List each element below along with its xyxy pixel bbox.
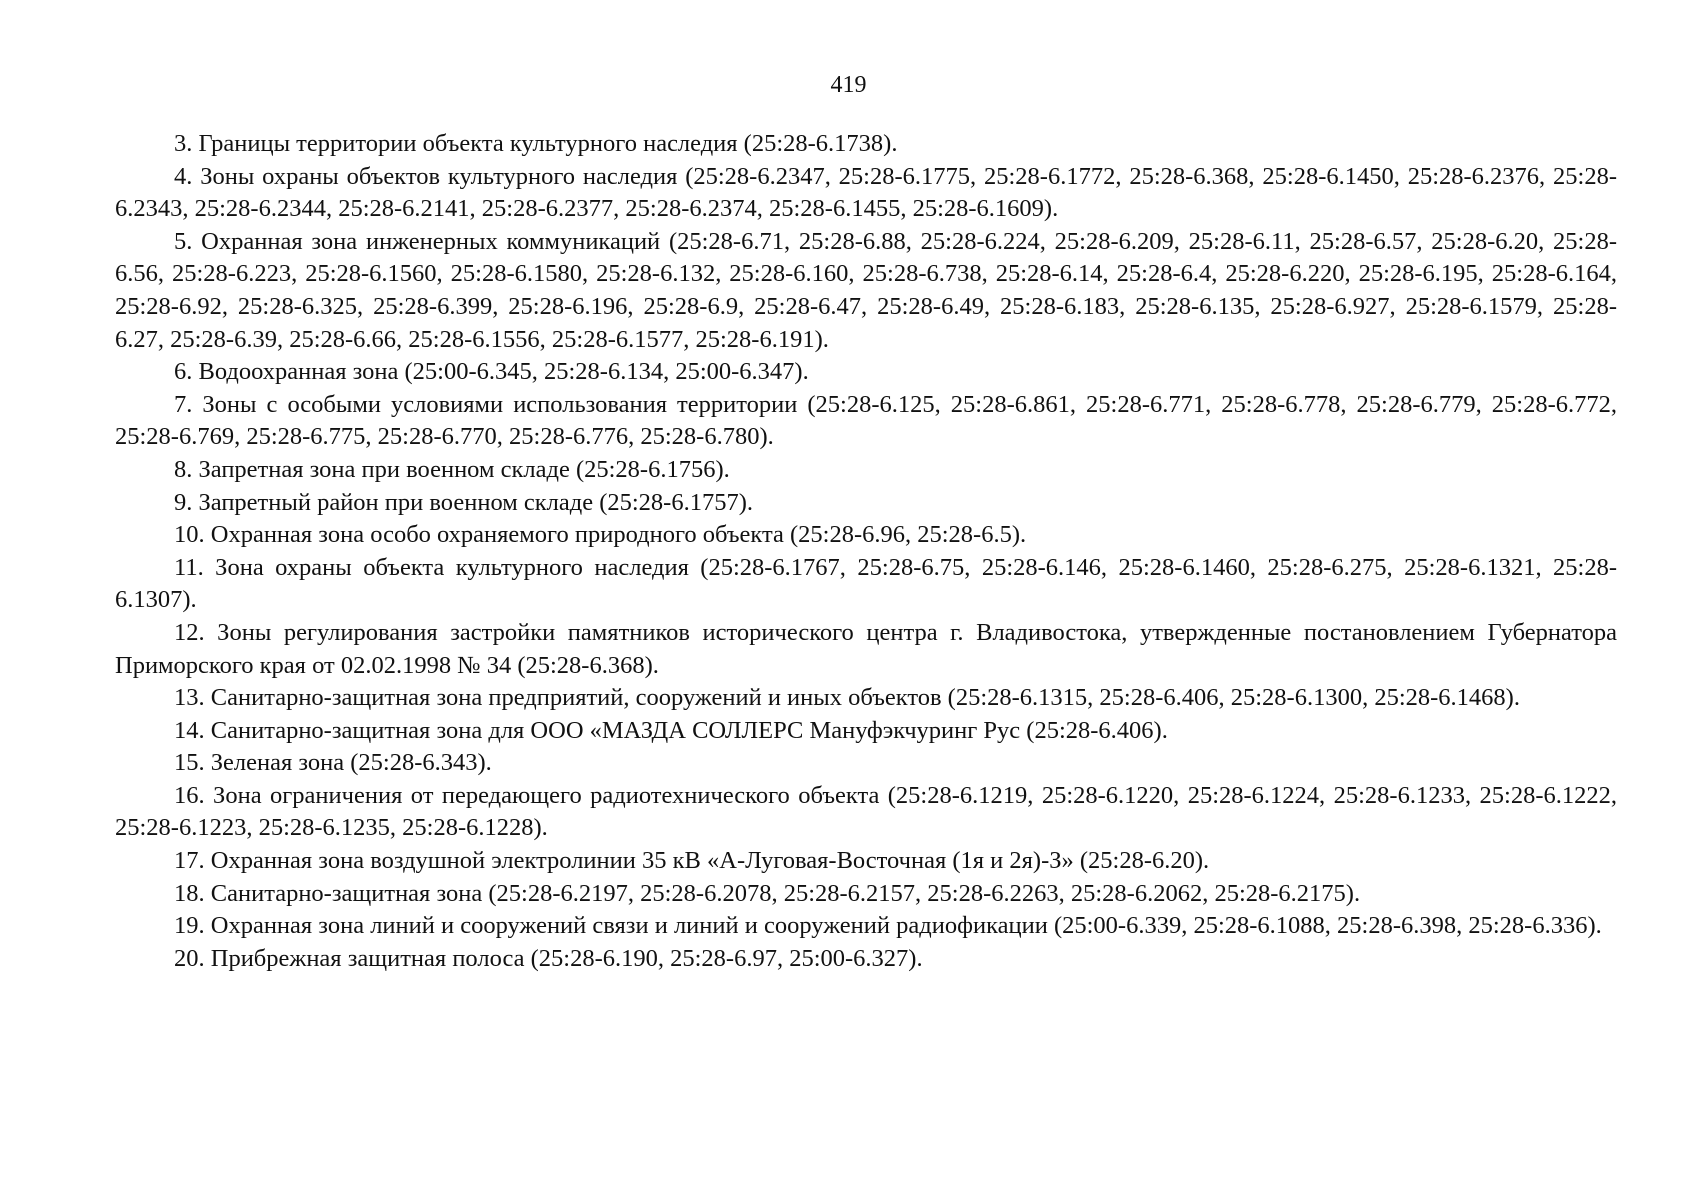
list-item-7: 7. Зоны с особыми условиями использования территории (25:28-6.125, 25:28-6.861, 25:28-6.771, 25:28-6.778, 25:28-6.779, 25:28-6.772, 25:28-6.769, 25:28-6.775, 25:28-6.770, 25:28-6.776, 25:28-6.780). — [115, 390, 1617, 451]
list-item-17: 17. Охранная зона воздушной электролинии 35 кВ «А-Луговая-Восточная (1я и 2я)-З» (25:28-6.20). — [174, 847, 1210, 875]
list-item-16: 16. Зона ограничения от передающего радиотехнического объекта (25:28-6.1219, 25:28-6.1220, 25:28-6.1224, 25:28-6.1233, 25:28-6.1222, 25:28-6.1223, 25:28-6.1235, 25:28-6.1228). — [115, 781, 1617, 842]
list-item-8: 8. Запретная зона при военном складе (25:28-6.1756). — [174, 455, 730, 483]
list-item-10: 10. Охранная зона особо охраняемого природного объекта (25:28-6.96, 25:28-6.5). — [174, 521, 1027, 549]
list-item-3: 3. Границы территории объекта культурного наследия (25:28-6.1738). — [174, 130, 898, 157]
list-item-6: 6. Водоохранная зона (25:00-6.345, 25:28-6.134, 25:00-6.347). — [174, 358, 809, 386]
list-item-11: 11. Зона охраны объекта культурного наследия (25:28-6.1767, 25:28-6.75, 25:28-6.146, 25:28-6.1460, 25:28-6.275, 25:28-6.1321, 25:28-6.1307). — [115, 553, 1617, 614]
page-number: 419 — [830, 72, 867, 98]
list-item-20: 20. Прибрежная защитная полоса (25:28-6.190, 25:28-6.97, 25:00-6.327). — [174, 944, 923, 972]
document-body — [115, 128, 1617, 975]
list-item-13: 13. Санитарно-защитная зона предприятий, сооружений и иных объектов (25:28-6.1315, 25:28-6.406, 25:28-6.1300, 25:28-6.1468). — [174, 684, 1520, 712]
list-item-12: 12. Зоны регулирования застройки памятников исторического центра г. Владивостока, утвержденные постановлением Губернатора Приморского края от 02.02.1998 № 34 (25:28-6.368). — [115, 618, 1617, 679]
list-item-15: 15. Зеленая зона (25:28-6.343). — [174, 749, 492, 777]
list-item-14: 14. Санитарно-защитная зона для ООО «МАЗДА СОЛЛЕРС Мануфэкчуринг Рус (25:28-6.406). — [174, 716, 1168, 744]
list-item-19: 19. Охранная зона линий и сооружений связи и линий и сооружений радиофикации (25:00-6.339, 25:28-6.1088, 25:28-6.398, 25:28-6.336). — [174, 912, 1602, 940]
list-item-9: 9. Запретный район при военном складе (25:28-6.1757). — [174, 488, 753, 516]
list-item-4: 4. Зоны охраны объектов культурного наследия (25:28-6.2347, 25:28-6.1775, 25:28-6.1772, 25:28-6.368, 25:28-6.1450, 25:28-6.2376, 25:28-6.2343, 25:28-6.2344, 25:28-6.2141, 25:28-6.2377, 25:28-6.2374, 25:28-6.1455, 25:28-6.1609). — [115, 162, 1617, 223]
list-item-18: 18. Санитарно-защитная зона (25:28-6.2197, 25:28-6.2078, 25:28-6.2157, 25:28-6.2263, 25:28-6.2062, 25:28-6.2175). — [174, 879, 1361, 907]
list-item-5: 5. Охранная зона инженерных коммуникаций (25:28-6.71, 25:28-6.88, 25:28-6.224, 25:28-6.209, 25:28-6.11, 25:28-6.57, 25:28-6.20, 25:28-6.56, 25:28-6.223, 25:28-6.1560, 25:28-6.1580, 25:28-6.132, 25:28-6.160, 25:28-6.738, 25:28-6.14, 25:28-6.4, 25:28-6.220, 25:28-6.195, 25:28-6.164, 25:28-6.92, 25:28-6.325, 25:28-6.399, 25:28-6.196, 25:28-6.9, 25:28-6.47, 25:28-6.49, 25:28-6.183, 25:28-6.135, 25:28-6.927, 25:28-6.1579, 25:28-6.27, 25:28-6.39, 25:28-6.66, 25:28-6.1556, 25:28-6.1577, 25:28-6.191). — [115, 227, 1617, 353]
